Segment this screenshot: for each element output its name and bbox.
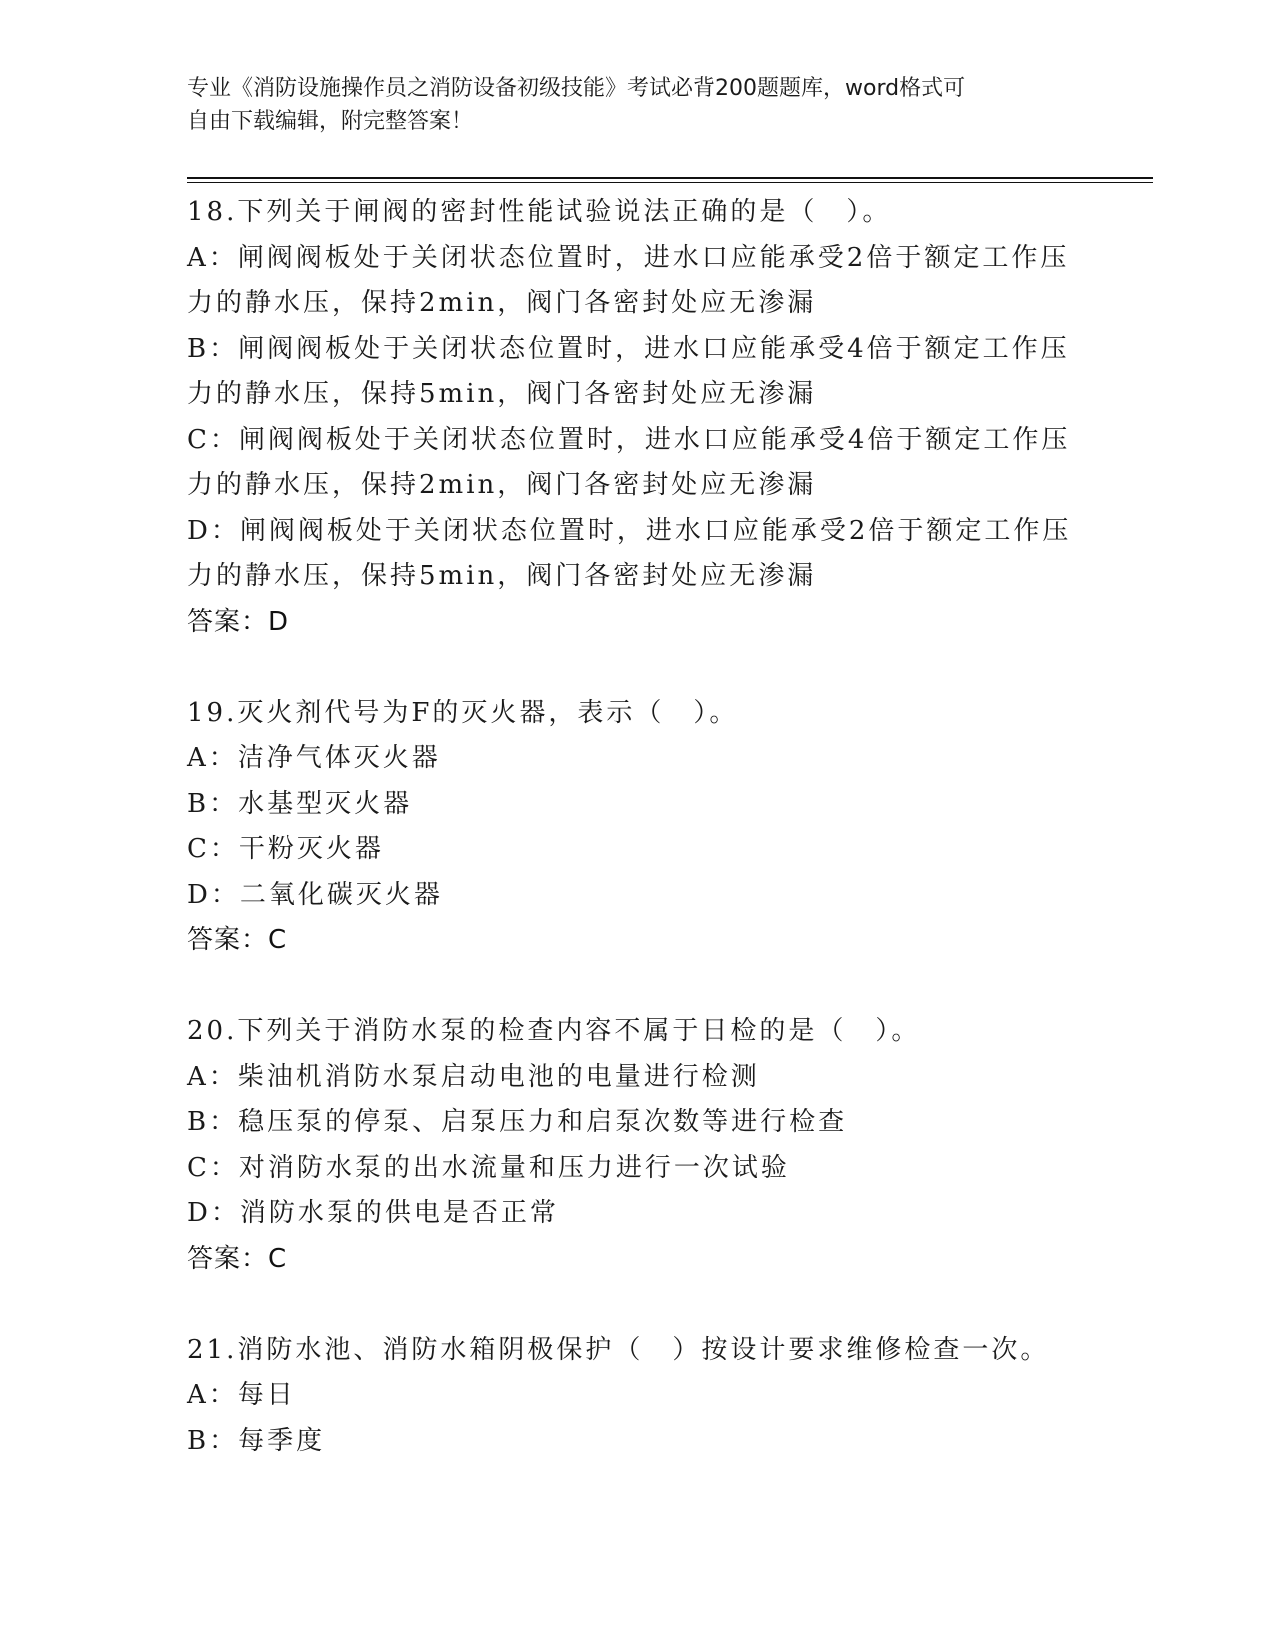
answer-label: 答案：C	[187, 925, 288, 955]
question-stem: 21.消防水池、消防水箱阴极保护（ ）按设计要求维修检查一次。	[187, 1334, 1050, 1365]
question-spacer	[187, 964, 1087, 1010]
option-d: D：消防水泵的供电是否正常	[187, 1198, 559, 1228]
option-a-line-2: 力的静水压，保持2min，阀门各密封处应无渗漏	[187, 288, 817, 318]
answer-label: 答案：C	[187, 1243, 288, 1274]
answer-label: 答案：D	[187, 606, 290, 637]
question-spacer	[187, 645, 1087, 691]
option-a-line-1: A：闸阀阀板处于关闭状态位置时，进水口应能承受2倍于额定工作压	[187, 242, 1070, 273]
header-line-2: 自由下载编辑，附完整答案！	[187, 109, 474, 134]
option-b: B：稳压泵的停泵、启泵压力和启泵次数等进行检查	[187, 1107, 848, 1137]
header-line-1: 专业《消防设施操作员之消防设备初级技能》考试必背200题题库，word格式可	[187, 76, 966, 101]
option-b-line-1: B：闸阀阀板处于关闭状态位置时，进水口应能承受4倍于额定工作压	[187, 333, 1070, 364]
question-list	[187, 190, 1087, 1464]
question-stem: 20.下列关于消防水泵的检查内容不属于日检的是（ ）。	[187, 1016, 921, 1046]
question-20	[187, 1009, 1087, 1282]
option-c-line-2: 力的静水压，保持2min，阀门各密封处应无渗漏	[187, 470, 817, 500]
header-divider-thick	[187, 177, 1153, 179]
question-stem: 18.下列关于闸阀的密封性能试验说法正确的是（ ）。	[187, 197, 892, 227]
option-b: B：每季度	[187, 1425, 326, 1456]
option-d-line-1: D：闸阀阀板处于关闭状态位置时，进水口应能承受2倍于额定工作压	[187, 515, 1072, 546]
header-divider-thin	[187, 182, 1153, 183]
question-spacer	[187, 1282, 1087, 1328]
question-19	[187, 691, 1087, 964]
option-c: C：干粉灭火器	[187, 834, 384, 864]
option-c-line-1: C：闸阀阀板处于关闭状态位置时，进水口应能承受4倍于额定工作压	[187, 424, 1071, 455]
document-header	[187, 72, 1067, 138]
option-d: D：二氧化碳灭火器	[187, 879, 443, 910]
option-b-line-2: 力的静水压，保持5min，阀门各密封处应无渗漏	[187, 379, 817, 409]
option-a: A：每日	[187, 1380, 296, 1410]
question-18	[187, 190, 1087, 645]
option-d-line-2: 力的静水压，保持5min，阀门各密封处应无渗漏	[187, 561, 817, 591]
option-a: A：柴油机消防水泵启动电池的电量进行检测	[187, 1061, 760, 1092]
option-a: A：洁净气体灭火器	[187, 743, 441, 773]
option-b: B：水基型灭火器	[187, 788, 413, 819]
option-c: C：对消防水泵的出水流量和压力进行一次试验	[187, 1152, 790, 1183]
question-21	[187, 1328, 1087, 1465]
question-stem: 19.灭火剂代号为F的灭火器，表示（ ）。	[187, 697, 739, 728]
